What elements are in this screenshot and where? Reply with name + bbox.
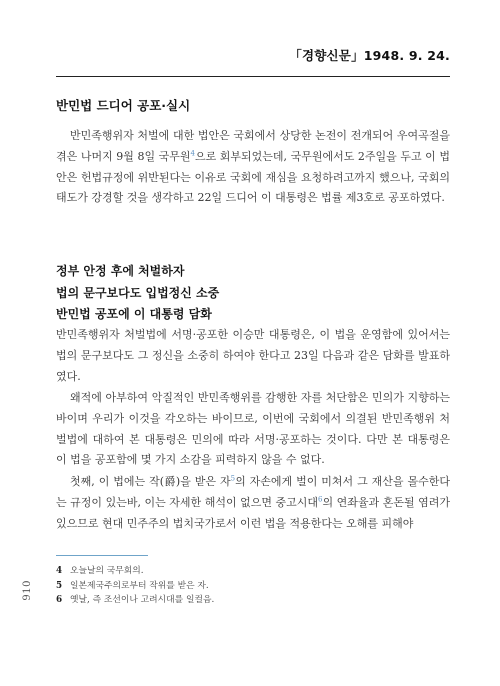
intro-paragraph: 반민족행위자 처벌에 대한 법안은 국회에서 상당한 논전이 전개되어 우여곡절을 겪은 나머지 9월 8일 국무원$^4$으로 회부되었는데, 국무원에서도 2주일을 두고 이 법안은 헌법규정에 위반된다는 이유로 국회에 재심을 요청하려고까지 했으나, 국회의 태도가 강경할 것을 생각하고 22일 드디어 이 대통령은 법률 제3호로 공포하였다.	[56, 129, 450, 205]
footnote-ref-6[interactable]: 6	[318, 495, 323, 504]
body-paragraph-3: 첫째, 이 법에는 작(爵)을 받은 자$^5$의 자손에게 벌이 미쳐서 그 재산을 몰수한다는 규정이 있는바, 이는 자세한 해석이 없으면 중고시대$^6$의 연좌율과 혼돈될 염려가 있으므로 현대 민주주의 법치국가로서 이런 법을 적용한다는 오해를 피해야	[56, 474, 450, 530]
footnote-number: 4	[56, 566, 63, 576]
footnote-item	[56, 593, 436, 608]
header-rule	[56, 76, 450, 77]
footnote-item	[56, 564, 436, 579]
footnote-number: 6	[56, 595, 63, 605]
headline-2: 법의 문구보다도 입법정신 소중	[56, 285, 220, 300]
footnote-item	[56, 579, 436, 594]
footnote-ref-4[interactable]: 4	[190, 149, 195, 158]
source-citation: 「경향신문」1948. 9. 24.	[289, 48, 450, 63]
article-title: 반민법 드디어 공포·실시	[56, 98, 191, 113]
footnote-rule	[56, 555, 148, 556]
footnote-text: 오늘날의 국무회의.	[70, 566, 144, 576]
headline-1: 정부 안정 후에 처벌하자	[56, 264, 185, 278]
footnote-text: 옛날, 즉 조선이나 고려시대를 일컬음.	[70, 595, 215, 605]
footnote-number: 5	[56, 580, 63, 591]
footnote-ref-5[interactable]: 5	[230, 474, 236, 483]
body-paragraph-1: 반민족행위자 처벌법에 서명·공포한 이승만 대통령은, 이 법을 운영함에 있어서는 법의 문구보다도 그 정신을 소중히 하여야 한다고 23일 다음과 같은 담화를 발표하였다.	[56, 328, 450, 383]
headline-block	[56, 261, 450, 326]
body-paragraph-2: 왜적에 아부하여 악질적인 반민족행위를 감행한 자를 처단함은 민의가 지향하는 바이며 우리가 이것을 각오하는 바이므로, 이번에 국회에서 의결된 반민족행위 처벌법에 대하여 본 대통령은 민의에 따라 서명·공포하는 것이다. 다만 본 대통령은 이 법을 공포함에 몇 가지 소감을 피력하지 않을 수 없다.	[56, 391, 450, 467]
footnotes	[56, 564, 436, 608]
page-number: 910	[22, 580, 33, 601]
headline-3: 반민법 공포에 이 대통령 담화	[56, 307, 212, 321]
footnote-text: 일본제국주의로부터 작위를 받은 자.	[70, 580, 209, 591]
